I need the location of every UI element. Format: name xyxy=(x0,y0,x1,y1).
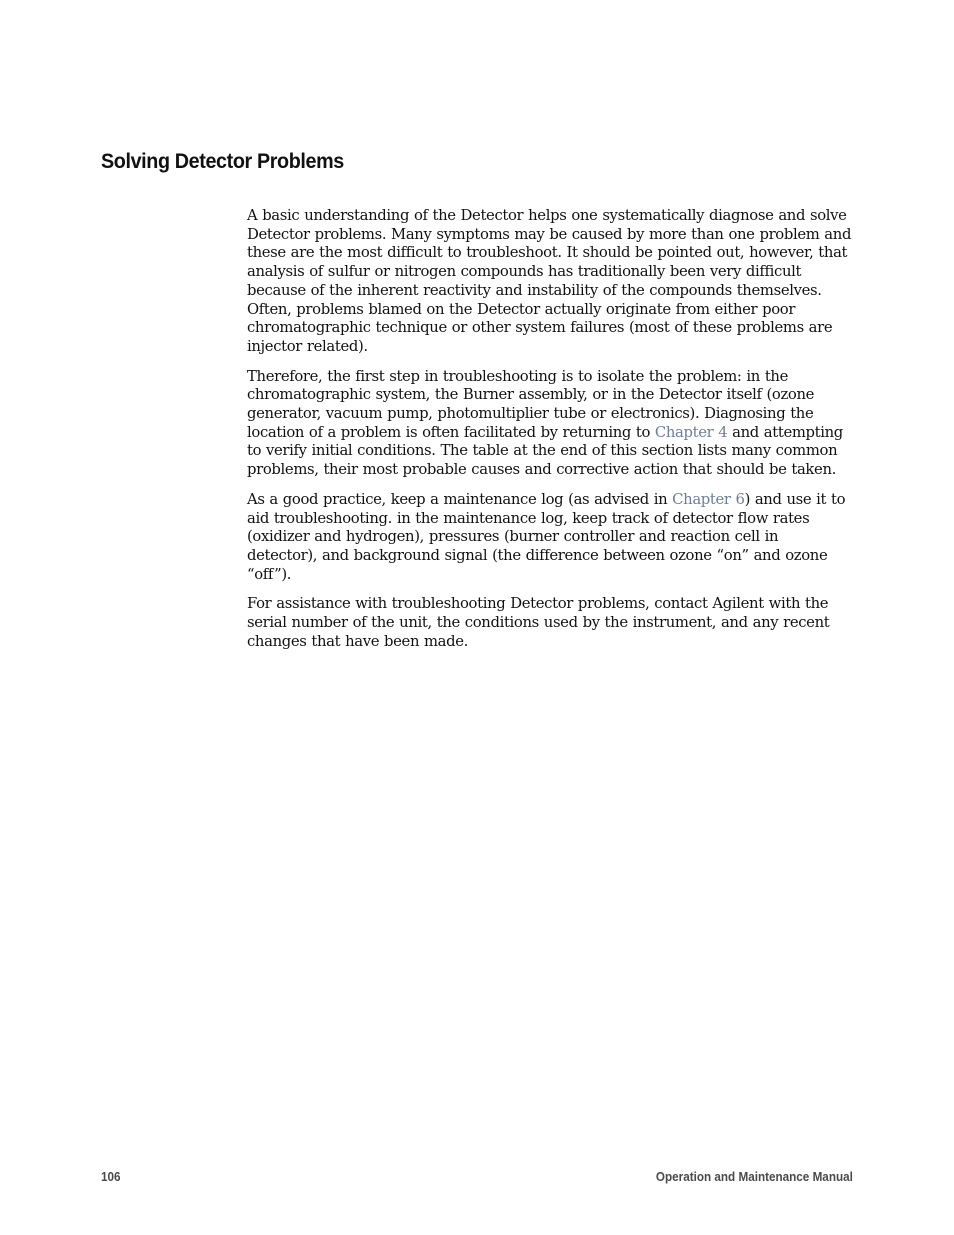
paragraph-text: and attempting to verify initial conditions. The table at the end of this section lists many common problems, their most probable causes and corrective action that should be taken. xyxy=(247,423,843,479)
paragraph-text: ) and use it to aid troubleshooting. in the maintenance log, keep track of detector flow rates (oxidizer and hydrogen), pressures (burner controller and reaction cell in detector), and background signal (the difference between ozone “on” and ozone “off”). xyxy=(247,490,846,583)
paragraph-text: Therefore, the first step in troubleshooting is to isolate the problem: in the chromatographic system, the Burner assembly, or in the Detector itself (ozone generator, vacuum pump, photomultiplier tube or electronics). Diagnosing the location of a problem is often facilitated by returning to xyxy=(247,367,815,441)
body-text xyxy=(247,207,853,662)
paragraph-assistance: For assistance with troubleshooting Detector problems, contact Agilent with the serial number of the unit, the conditions used by the instrument, and any recent changes that have been made. xyxy=(247,595,830,650)
paragraph-maintenance-log xyxy=(247,491,853,585)
paragraph-text: As a good practice, keep a maintenance log (as advised in xyxy=(247,490,673,508)
section-title: Solving Detector Problems xyxy=(101,150,344,173)
paragraph-isolate-problem xyxy=(247,368,853,480)
manual-title: Operation and Maintenance Manual xyxy=(656,1169,853,1184)
chapter-4-link[interactable]: Chapter 4 xyxy=(654,423,728,441)
page-number: 106 xyxy=(101,1169,121,1184)
paragraph-intro: A basic understanding of the Detector helps one systematically diagnose and solve Detector problems. Many symptoms may be caused by more than one problem and these are the most difficult to troubleshoot. It should be pointed out, however, that analysis of sulfur or nitrogen compounds has traditionally been very difficult because of the inherent reactivity and instability of the compounds themselves. Often, problems blamed on the Detector actually originate from either poor chromatographic technique or other system failures (most of these problems are injector related). xyxy=(247,207,852,355)
chapter-6-link[interactable]: Chapter 6 xyxy=(672,490,745,508)
